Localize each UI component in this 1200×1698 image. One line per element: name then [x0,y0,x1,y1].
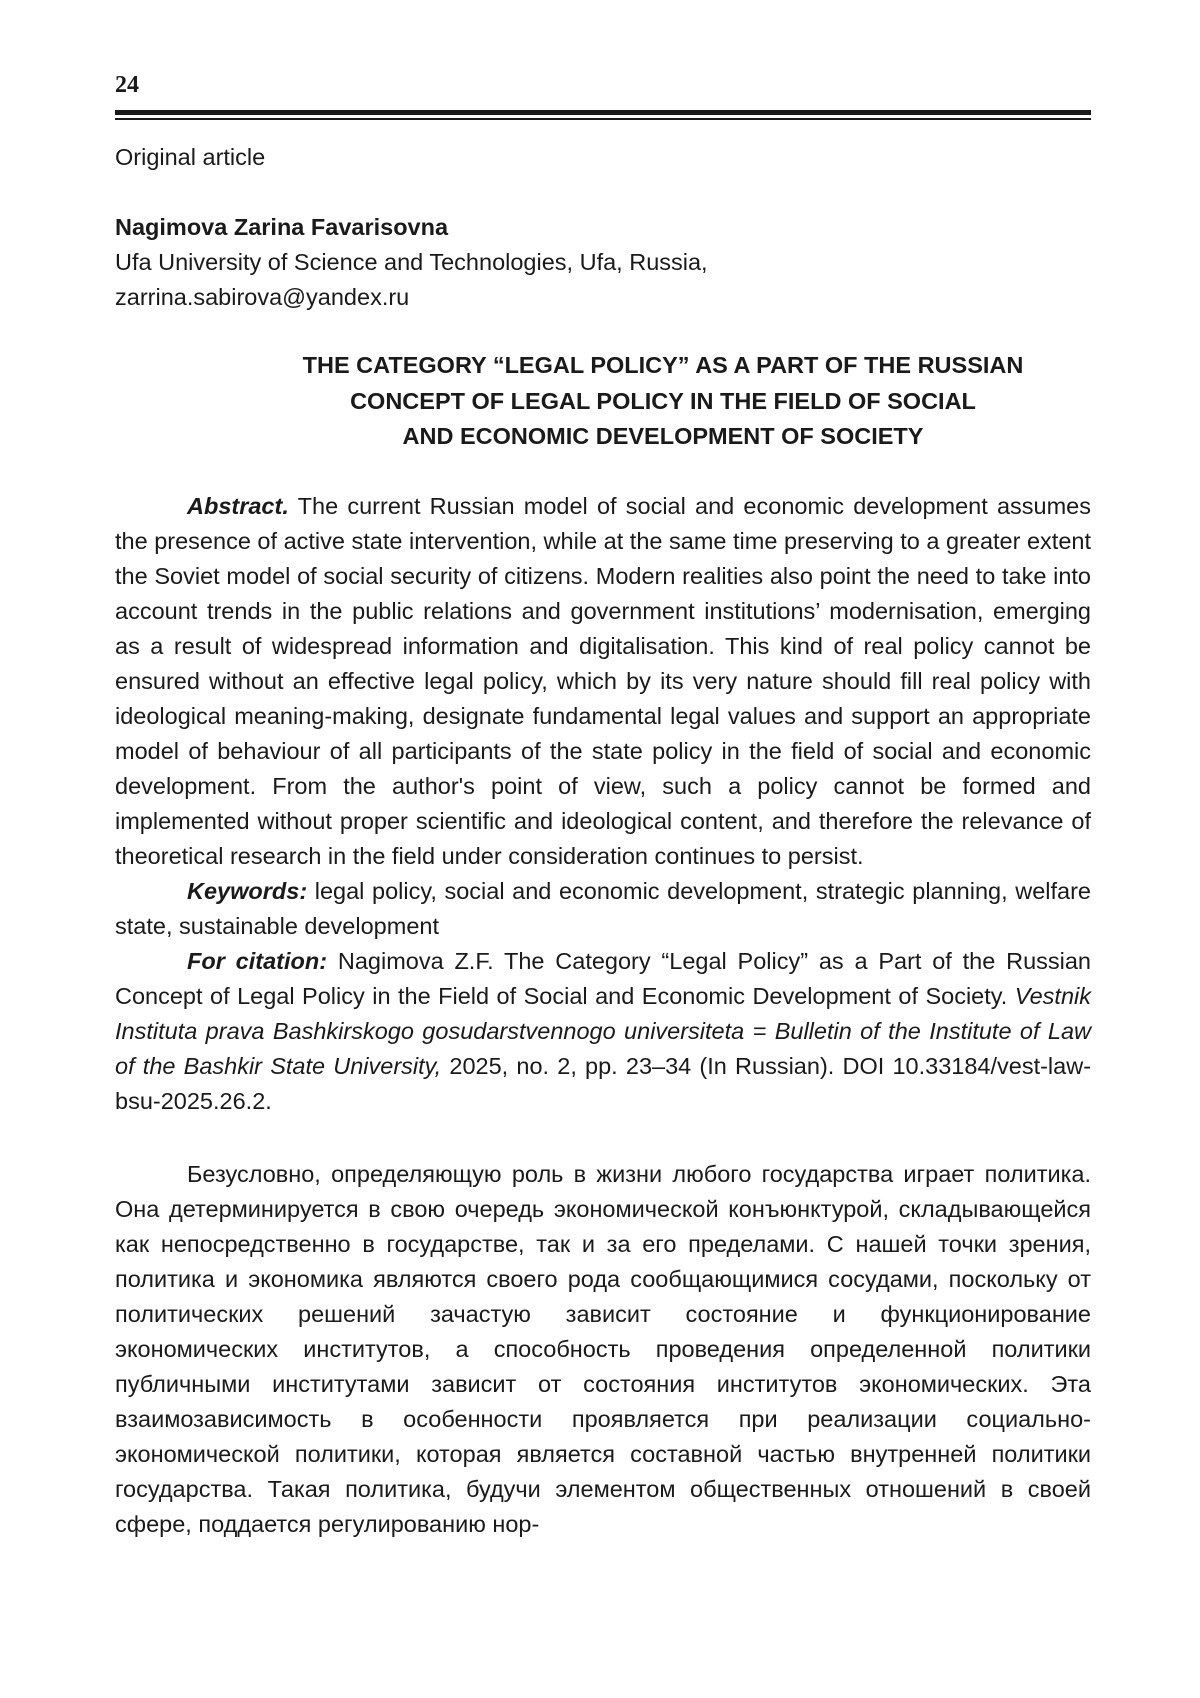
article-content [115,140,1091,1542]
abstract-label: Abstract. [187,492,289,519]
citation-text-before: Nagimova Z.F. The Category “Legal Policy” as a Part of the Russian Concept of Legal Policy in the Field of Social and Economic Development of Society. [115,947,1092,1009]
article-type: Original article [115,144,266,170]
citation-text-after: 2025, no. 2, pp. 23–34 (In Russian). DOI 10.33184/vest-law-bsu-2025.26.2. [115,1052,1092,1114]
title-line-2: CONCEPT OF LEGAL POLICY IN THE FIELD OF SOCIAL [350,387,976,414]
body-section [115,1157,1091,1542]
citation-journal: Vestnik Instituta prava Bashkirskogo gosudarstvennogo universiteta = Bulletin of the Institute of Law of the Bashkir State University, [115,982,1091,1079]
page-number: 24 [115,72,139,98]
abstract-paragraph [115,489,1091,874]
title-line-1: THE CATEGORY “LEGAL POLICY” AS A PART OF THE RUSSIAN [302,352,1024,378]
abstract-section [115,489,1091,1119]
abstract-text: The current Russian model of social and economic development assumes the presence of active state intervention, while at the same time preserving to a greater extent the Soviet model of social security of citizens. Modern realities also point the need to take into account trends in the public relations and government institutions’ modernisation, emerging as a result of widespread information and digitalisation. This kind of real policy cannot be ensured without an effective legal policy, which by its very nature should fill real policy with ideological meaning-making, designate fundamental legal values and support an appropriate model of behaviour of all participants of the state policy in the field of social and economic development. From the author's point of view, such a policy cannot be formed and implemented without proper scientific and ideological content, and therefore the relevance of theoretical research in the field under consideration continues to persist. [115,492,1091,869]
header-rule-thin [115,118,1091,120]
keywords-paragraph [115,874,1091,944]
citation-paragraph [115,944,1091,1119]
author-email: zarrina.sabirova@yandex.ru [115,284,410,310]
keywords-text: legal policy, social and economic development, strategic planning, welfare state, sustainable development [115,877,1091,939]
author-name: Nagimova Zarina Favarisovna [115,214,449,240]
author-affiliation: Ufa University of Science and Technologies, Ufa, Russia, [115,249,708,275]
body-paragraph-1: Безусловно, определяющую роль в жизни любого государства играет политика. Она детерминируется в свою очередь экономической конъюнктурой, складывающейся как непосредственно в государстве, так и за его пределами. С нашей точки зрения, политика и экономика являются своего рода сообщающимися сосудами, поскольку от политических решений зачастую зависит состояние и функционирование экономических институтов, а способность проведения определенной политики публичными институтами зависит от состояния институтов экономических. Эта взаимозависимость в особенности проявляется при реализации социально-экономической политики, которая является составной частью внутренней политики государства. Такая политика, будучи элементом общественных отношений в своей сфере, поддается регулированию нор- [115,1160,1091,1537]
header-rule-thick [115,110,1091,115]
citation-label: For citation: [187,947,328,974]
article-title [115,348,1091,455]
title-line-3: AND ECONOMIC DEVELOPMENT OF SOCIETY [402,423,924,449]
keywords-label: Keywords: [187,877,308,904]
